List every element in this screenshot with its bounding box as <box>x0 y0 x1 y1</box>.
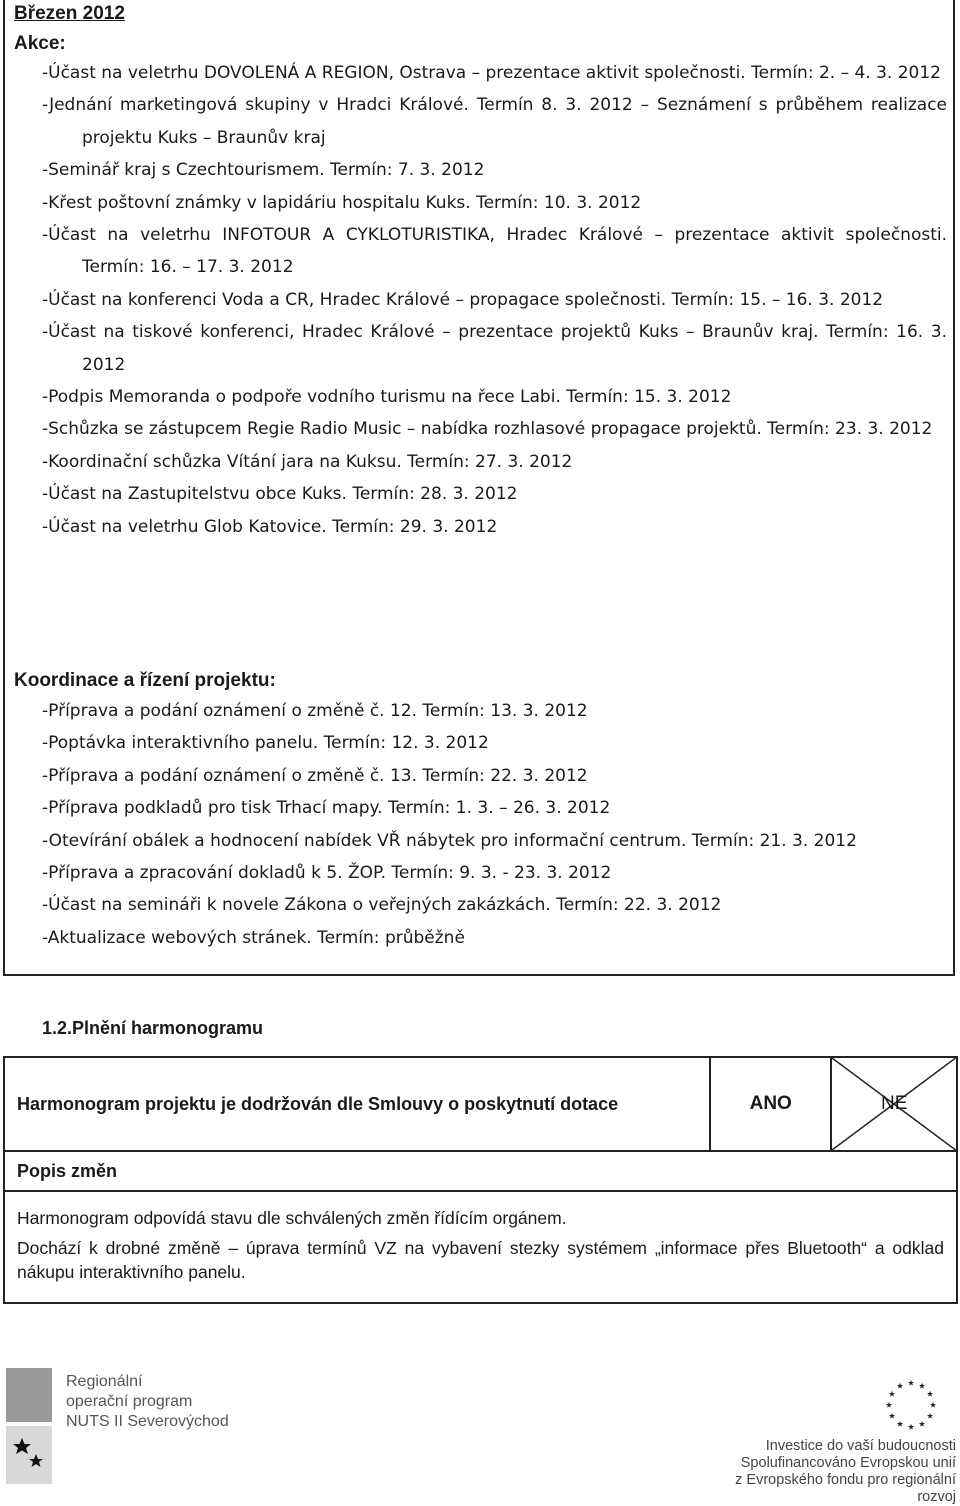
list-item: -Koordinační schůzka Vítání jara na Kuksu. Termín: 27. 3. 2012 <box>42 451 573 472</box>
list-item: -Účast na Zastupitelstvu obce Kuks. Termín: 28. 3. 2012 <box>42 484 518 505</box>
rop-logo-icon <box>2 1366 56 1486</box>
koordinace-list <box>42 695 947 954</box>
list-item: -Poptávka interaktivního panelu. Termín: 12. 3. 2012 <box>42 733 489 754</box>
footer <box>0 1360 960 1505</box>
list-item: -Seminář kraj s Czechtourismem. Termín: 7. 3. 2012 <box>42 160 485 181</box>
harmonogram-table <box>3 1056 958 1304</box>
harmonogram-question: Harmonogram projektu je dodržován dle Smlouvy o poskytnutí dotace <box>4 1057 710 1151</box>
program-line: operační program <box>66 1393 193 1410</box>
list-item: -Účast na tiskové konferenci, Hradec Králové – prezentace projektů Kuks – Braunův kraj. Termín: 16. 3. 2012 <box>42 322 947 375</box>
list-item: -Příprava a podání oznámení o změně č. 12. Termín: 13. 3. 2012 <box>42 701 588 721</box>
eu-flag-icon <box>868 1372 954 1438</box>
answer-no-crossed <box>831 1057 957 1151</box>
fund-line: Spolufinancováno Evropskou unií <box>740 1455 956 1471</box>
section-heading: 1.2.Plnění harmonogramu <box>42 1018 264 1038</box>
list-item: -Jednání marketingová skupiny v Hradci Králové. Termín 8. 3. 2012 – Seznámení s průběhem realizace projektu Kuks – Braunův kraj <box>42 95 947 148</box>
program-line: NUTS II Severovýchod <box>66 1413 229 1430</box>
popis-paragraph: Dochází k drobné změně – úprava termínů VZ na vybavení stezky systémem „informace přes Bluetooth“ a odklad nákupu interaktivního panelu. <box>17 1238 944 1282</box>
list-item: -Otevírání obálek a hodnocení nabídek VŘ nábytek pro informační centrum. Termín: 21. 3. 2012 <box>42 830 857 851</box>
list-item: -Podpis Memoranda o podpoře vodního turismu na řece Labi. Termín: 15. 3. 2012 <box>42 387 732 408</box>
list-item: -Příprava podkladů pro tisk Trhací mapy. Termín: 1. 3. – 26. 3. 2012 <box>42 798 611 819</box>
program-line: Regionální <box>66 1373 143 1390</box>
answer-yes: ANO <box>710 1057 831 1151</box>
answer-no: NE <box>880 1093 908 1114</box>
list-item: -Účast na veletrhu INFOTOUR A CYKLOTURISTIKA, Hradec Králové – prezentace aktivit společnosti. Termín: 16. – 17. 3. 2012 <box>42 225 947 278</box>
list-item: -Příprava a zpracování dokladů k 5. ŽOP. Termín: 9. 3. - 23. 3. 2012 <box>42 863 612 884</box>
popis-paragraph: Harmonogram odpovídá stavu dle schválených změn řídícím orgánem. <box>17 1208 567 1228</box>
list-item: -Účast na veletrhu DOVOLENÁ A REGION, Ostrava – prezentace aktivit společnosti. Termín: 2. – 4. 3. 2012 <box>42 63 941 83</box>
popis-body <box>4 1191 957 1303</box>
koordinace-heading: Koordinace a řízení projektu: <box>14 670 276 691</box>
list-item: -Účast na veletrhu Glob Katovice. Termín: 29. 3. 2012 <box>42 516 498 537</box>
list-item: -Aktualizace webových stránek. Termín: průběžně <box>42 927 465 948</box>
fund-text <box>700 1438 956 1506</box>
list-item: -Účast na semináři k novele Zákona o veřejných zakázkách. Termín: 22. 3. 2012 <box>42 895 722 916</box>
akce-heading: Akce: <box>14 33 66 54</box>
list-item: -Účast na konferenci Voda a CR, Hradec Králové – propagace společnosti. Termín: 15. – 16. 3. 2012 <box>42 289 884 310</box>
akce-list <box>42 57 947 543</box>
fund-line: Investice do vaší budoucnosti <box>765 1438 956 1454</box>
popis-label: Popis změn <box>4 1151 957 1191</box>
month-title: Březen 2012 <box>14 3 125 24</box>
list-item: -Příprava a podání oznámení o změně č. 13. Termín: 22. 3. 2012 <box>42 765 588 786</box>
list-item: -Křest poštovní známky v lapidáriu hospitalu Kuks. Termín: 10. 3. 2012 <box>42 192 642 213</box>
fund-line: z Evropského fondu pro regionální rozvoj <box>735 1472 956 1505</box>
list-item: -Schůzka se zástupcem Regie Radio Music – nabídka rozhlasové propagace projektů. Termín: 23. 3. 2012 <box>42 419 933 440</box>
program-name <box>66 1372 229 1432</box>
